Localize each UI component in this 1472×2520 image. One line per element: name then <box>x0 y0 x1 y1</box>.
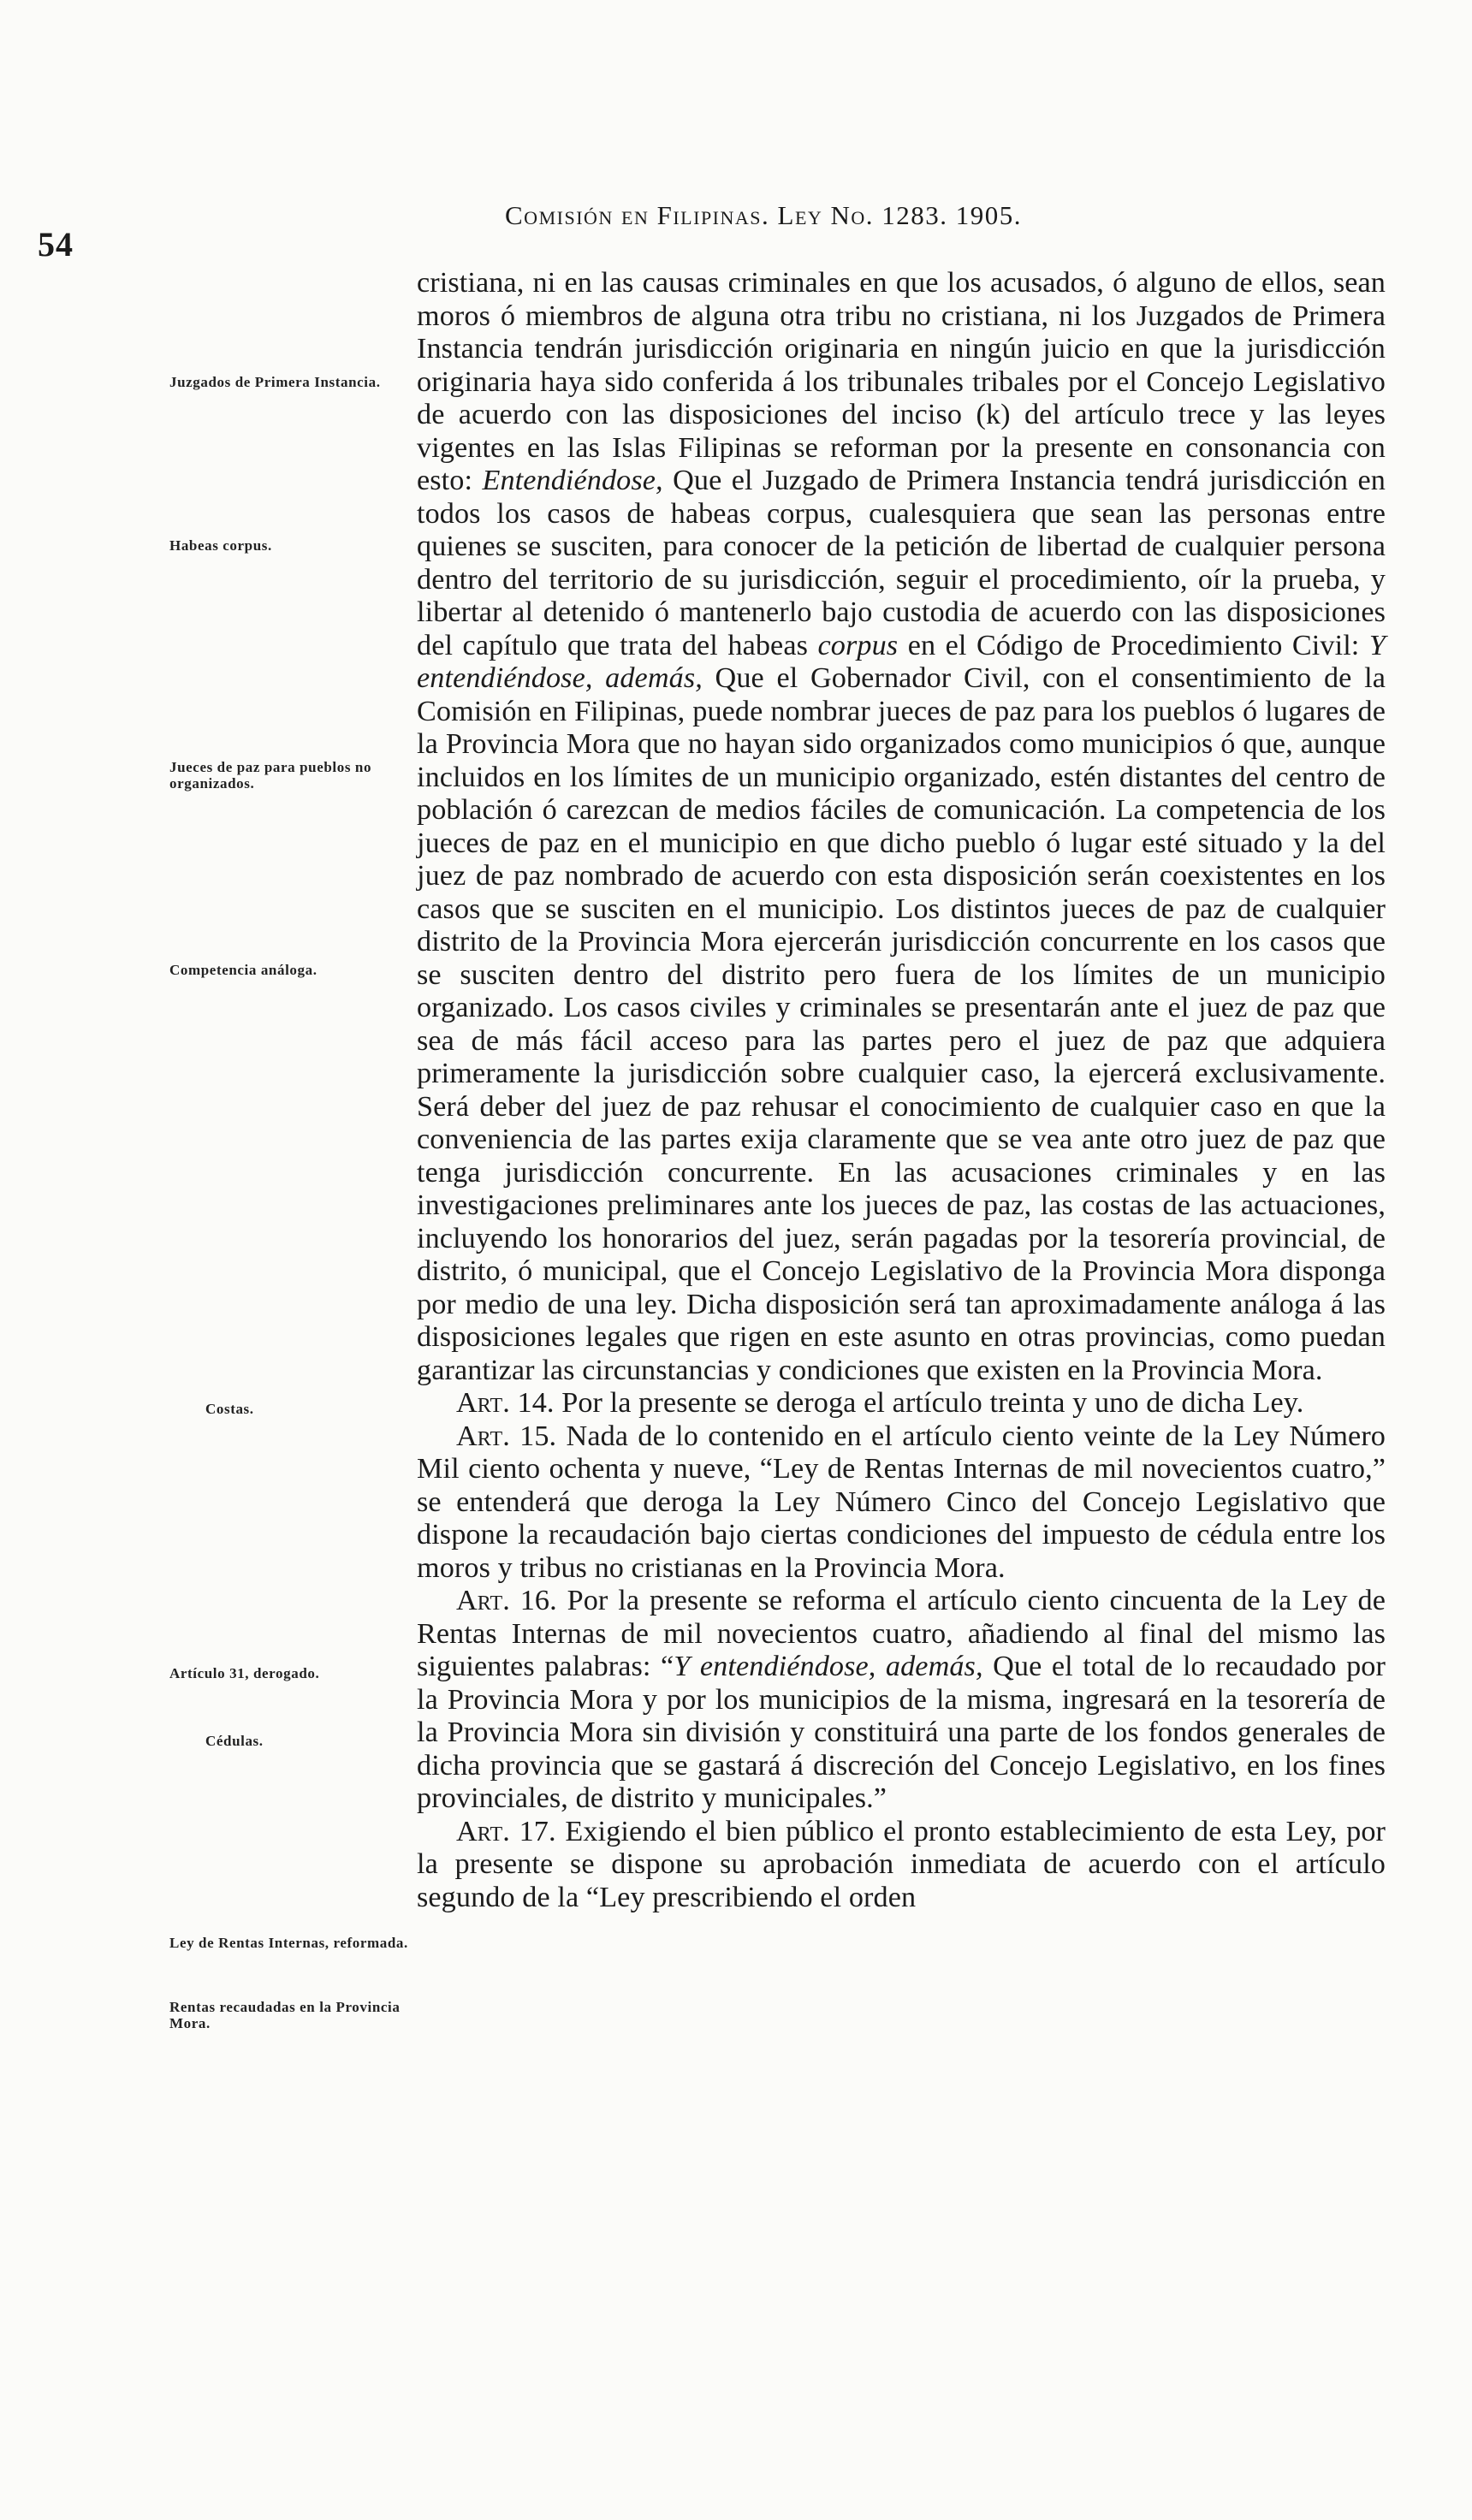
margin-note-ley-rentas: Ley de Rentas Internas, reformada. <box>169 1935 408 1951</box>
page-number: 54 <box>38 225 74 264</box>
margin-note-habeas-corpus: Habeas corpus. <box>169 537 272 554</box>
margin-note-articulo-31: Artículo 31, derogado. <box>169 1665 320 1681</box>
margin-note-cedulas: Cédulas. <box>205 1733 264 1749</box>
running-head: Comisión en Filipinas. Ley No. 1283. 1905. <box>505 200 1023 230</box>
article-14: Art. 14. Por la presente se deroga el artículo treinta y uno de dicha Ley. <box>456 1387 1304 1419</box>
margin-note-costas: Costas. <box>205 1401 254 1417</box>
article-17: Art. 17. Exigiendo el bien público el pronto establecimiento de esta Ley, por la presente se dispone su aprobación inmediata de acuerdo con el artículo segundo de la “Ley prescribiendo el orden <box>417 1815 1386 1913</box>
margin-note-competencia: Competencia análoga. <box>169 962 318 978</box>
article-15: Art. 15. Nada de lo contenido en el artículo ciento veinte de la Ley Número Mil ciento ochenta y nueve, “Ley de Rentas Internas de mil novecientos cuatro,” se entenderá que deroga la Ley Número Cinco del Concejo Legislativo que dispone la recaudación bajo ciertas condiciones del impuesto de cédula entre los moros y tribus no cristianas en la Provincia Mora. <box>417 1420 1386 1584</box>
paragraph-continuation: cristiana, ni en las causas criminales en que los acusados, ó alguno de ellos, sean moros ó miembros de alguna otra tribu no cristiana, ni los Juzgados de Primera Instancia tendrán jurisdicción originaria en ningún juicio en que la jurisdicción originaria haya sido conferida á los tribunales tribales por el Concejo Legislativo de acuerdo con las disposiciones del inciso (k) del artículo trece y las leyes vigentes en las Islas Filipinas se reforman por la presente en consonancia con esto: Entendiéndose, Que el Juzgado de Primera Instancia tendrá jurisdicción en todos los casos de habeas corpus, cualesquiera que sean las personas entre quienes se susciten, para conocer de la petición de libertad de cualquier persona dentro del territorio de su jurisdicción, seguir el procedimiento, oír la prueba, y libertar al detenido ó mantenerlo bajo custodia de acuerdo con las disposiciones del capítulo que trata del habeas corpus en el Código de Procedimiento Civil: Y entendiéndose, además, Que el Gobernador Civil, con el consentimiento de la Comisión en Filipinas, puede nombrar jueces de paz para los pueblos ó lugares de la Provincia Mora que no hayan sido organizados como municipios ó que, aunque incluidos en los límites de un municipio organizado, estén distantes del centro de población ó carezcan de medios fáciles de comunicación. La competencia de los jueces de paz en el municipio en que dicho pueblo ó lugar esté situado y la del juez de paz nombrado de acuerdo con esta disposición serán coexistentes en los casos que se susciten en el municipio. Los distintos jueces de paz de cualquier distrito de la Provincia Mora ejercerán jurisdicción concurrente en los casos que se susciten dentro del distrito pero fuera de los límites de un municipio organizado. Los casos civiles y criminales se presentarán ante el juez de paz que sea de más fácil acceso para las partes pero el juez de paz que adquiera primeramente la jurisdicción sobre cualquier caso, la ejercerá exclusivamente. Será deber del juez de paz rehusar el conocimiento de cualquier caso en que la conveniencia de las partes exija claramente que se vea ante otro juez de paz que tenga jurisdicción concurrente. En las acusaciones criminales y en las investigaciones preliminares ante los jueces de paz, las costas de las actuaciones, incluyendo los honorarios del juez, serán pagadas por la tesorería provincial, de distrito, ó municipal, que el Concejo Legislativo de la Provincia Mora disponga por medio de una ley. Dicha disposición será tan aproximadamente análoga á las disposiciones legales que rigen en este asunto en otras provincias, como puedan garantizar las circunstancias y condiciones que existen en la Provincia Mora. <box>417 267 1386 1386</box>
article-16: Art. 16. Por la presente se reforma el artículo ciento cincuenta de la Ley de Rentas Internas de mil novecientos cuatro, añadiendo al final del mismo las siguientes palabras: “Y entendiéndose, además, Que el total de lo recaudado por la Provincia Mora y por los municipios de la misma, ingresará en la tesorería de la Provincia Mora sin división y constituirá una parte de los fondos generales de dicha provincia que se gastará á discreción del Concejo Legislativo, en los fines provinciales, de distrito y municipales.” <box>417 1585 1386 1814</box>
margin-note-juzgados: Juzgados de Primera Instancia. <box>169 374 381 390</box>
margin-note-rentas-recaudadas: Rentas recaudadas en la Provincia Mora. <box>169 1999 401 2031</box>
margin-note-jueces-de-paz: Jueces de paz para pueblos no organizados. <box>169 759 372 792</box>
margin-notes <box>0 0 428 2520</box>
body-text <box>417 267 1386 1914</box>
